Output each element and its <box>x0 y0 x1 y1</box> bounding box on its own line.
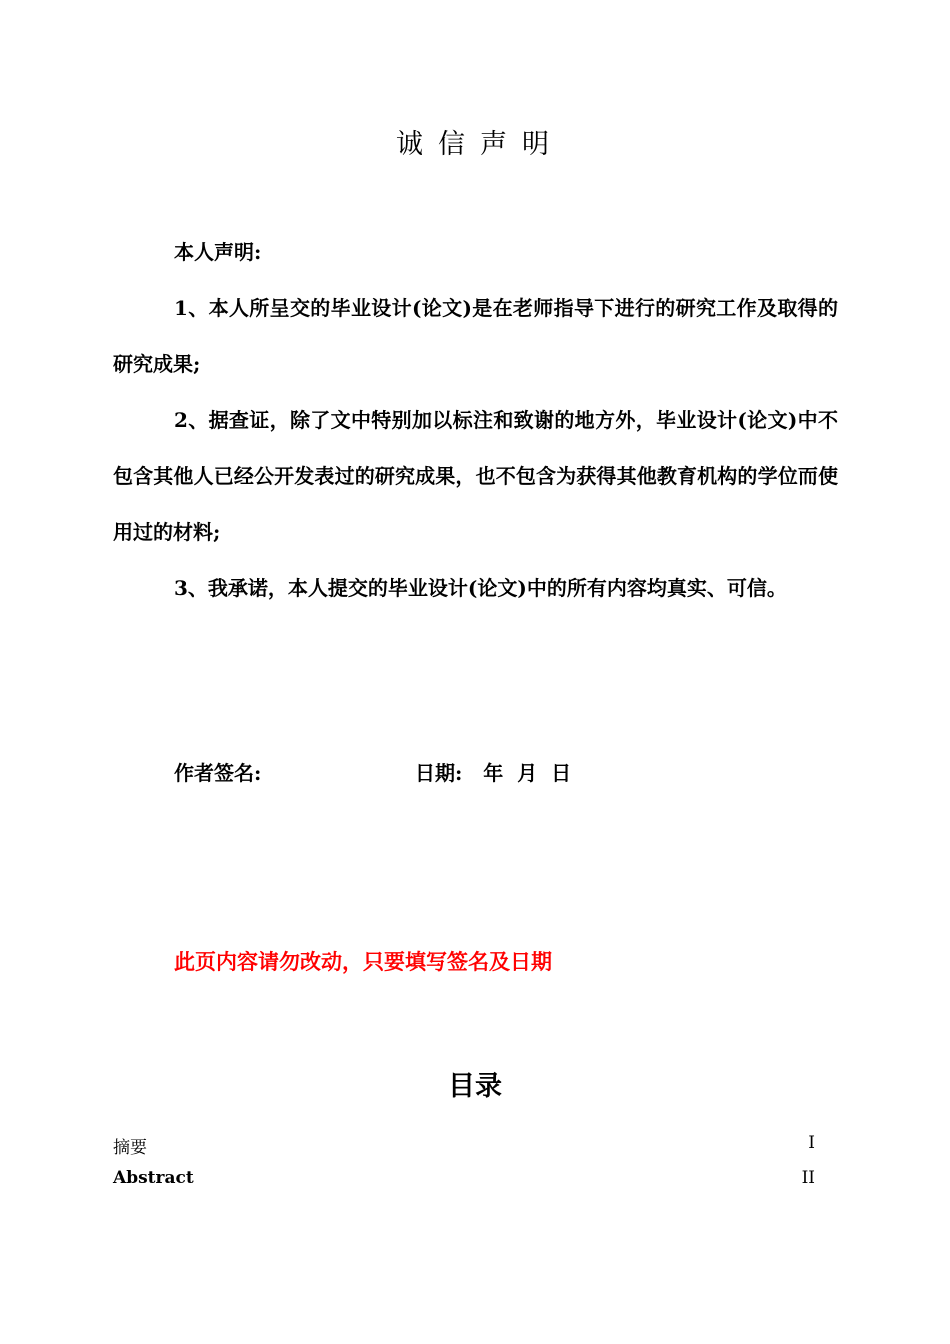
declaration-paragraph-3 <box>113 560 838 616</box>
signature-label: 作者签名: <box>174 761 262 785</box>
toc-entry-label: Abstract <box>113 1168 194 1188</box>
signature-row <box>174 745 572 801</box>
red-notice: 此页内容请勿改动，只要填写签名及日期 <box>174 949 552 974</box>
toc-entry-page: I <box>808 1133 815 1153</box>
date-parts: 年 月 日 <box>483 761 572 785</box>
paragraph-text: 1、本人所呈交的毕业设计(论文)是在老师指导下进行的研究工作及取得的研究成果; <box>113 296 838 376</box>
declaration-paragraph-2 <box>113 392 838 560</box>
paragraph-text: 2、据查证，除了文中特别加以标注和致谢的地方外，毕业设计(论文)中不包含其他人已经公开发表过的研究成果，也不包含为获得其他教育机构的学位而使用过的材料; <box>113 408 838 544</box>
declaration-lead: 本人声明: <box>174 240 262 264</box>
date-label: 日期: <box>415 761 463 785</box>
toc-entry-abstract-cn[interactable] <box>113 1133 815 1158</box>
toc-entry-label: 摘要 <box>113 1138 147 1158</box>
date-field <box>415 745 571 801</box>
declaration-title: 诚信声明 <box>396 129 564 160</box>
toc-title: 目录 <box>448 1071 502 1102</box>
toc-entry-abstract-en[interactable] <box>113 1168 815 1188</box>
declaration-paragraph-1 <box>113 280 838 392</box>
toc-entry-page: II <box>801 1168 815 1188</box>
paragraph-text: 3、我承诺，本人提交的毕业设计(论文)中的所有内容均真实、可信。 <box>174 576 787 600</box>
